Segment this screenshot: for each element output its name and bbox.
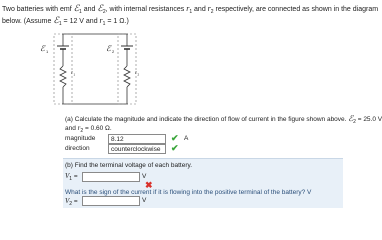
emf2-symbol: ℰ <box>97 3 103 13</box>
v1-symbol: V <box>65 172 70 180</box>
v2-sub: 2 <box>69 201 73 207</box>
left-r-label: r <box>71 71 73 76</box>
magnitude-unit: A <box>184 135 189 142</box>
and-text: and <box>81 6 98 13</box>
v1-incorrect-icon: ✖ <box>145 180 153 190</box>
v1-sub: 1 <box>69 176 73 182</box>
part-a-emf-symbol: ℰ <box>348 114 354 123</box>
v2-symbol: V <box>65 197 70 205</box>
intro-text-b: , with internal resistances <box>105 6 187 13</box>
assume-emf-sub: 1 <box>58 21 62 27</box>
v2-input[interactable] <box>82 196 140 206</box>
v1-unit: V <box>142 173 147 180</box>
right-emf-sub: 2 <box>112 49 115 54</box>
part-a-text: (a) Calculate the magnitude and indicate the direction of flow of current in the figure shown above. <box>65 116 349 123</box>
part-a-emf-sub: 2 <box>353 119 356 125</box>
left-r-sub: 1 <box>73 72 76 77</box>
part-a-r-symbol: r <box>77 124 81 132</box>
right-r-label: r <box>135 71 137 76</box>
direction-correct-icon: ✔ <box>171 143 179 153</box>
emf2-sub: 2 <box>102 9 106 15</box>
intro-text-c: respectively, are connected as shown in the diagram <box>213 6 379 13</box>
v1-input[interactable] <box>82 172 140 182</box>
part-a-line2-text: and <box>65 125 78 132</box>
assume-r-symbol: r <box>99 16 103 25</box>
left-resistor <box>60 66 66 87</box>
and-text-2: and <box>192 6 208 13</box>
r1-sub: 1 <box>189 9 193 15</box>
emf1-sub: 1 <box>79 9 82 15</box>
magnitude-label: magnitude <box>65 135 96 142</box>
intro-text: Two batteries with emf <box>2 6 74 13</box>
assume-r-val: = 1 Ω.) <box>105 18 129 25</box>
part-a-line1 <box>65 114 382 125</box>
v2-eq: = <box>72 198 78 205</box>
part-a-line2 <box>65 124 112 134</box>
part-a-r-sub: 2 <box>80 128 84 134</box>
direction-select[interactable]: counterclockwise <box>108 144 166 154</box>
right-resistor <box>124 66 130 87</box>
v1-eq: = <box>72 173 78 180</box>
r1-symbol: r <box>186 4 190 13</box>
emf1-symbol: ℰ <box>73 3 80 13</box>
magnitude-correct-icon: ✔ <box>171 133 179 143</box>
circuit-diagram <box>10 28 210 108</box>
assume-emf-symbol: ℰ <box>53 15 59 25</box>
part-b-question: What is the sign of the current if it is flowing into the positive terminal of the battery? V <box>65 189 312 196</box>
part-b-title: (b) Find the terminal voltage of each battery. <box>65 162 193 169</box>
assume-r-sub: 1 <box>102 21 106 27</box>
v2-unit: V <box>142 197 147 204</box>
left-emf-label: ℰ <box>40 44 45 53</box>
v1-label <box>65 172 78 182</box>
problem-intro-line2 <box>2 15 129 29</box>
direction-label: direction <box>65 145 90 152</box>
right-r-sub: 2 <box>137 72 140 77</box>
right-emf-label: ℰ <box>106 44 111 53</box>
assume-eq-text: = 12 V and <box>61 18 100 25</box>
part-a-r-value: = 0.60 Ω. <box>83 125 112 132</box>
part-a-emf-value: = 25.0 V <box>355 116 382 123</box>
left-emf-sub: 1 <box>46 49 49 54</box>
r2-symbol: r <box>207 4 211 13</box>
magnitude-input[interactable]: 8.12 <box>108 134 166 144</box>
intro-line2-text: below. (Assume <box>2 18 54 25</box>
v2-label <box>65 197 78 207</box>
r2-sub: 2 <box>210 9 214 15</box>
